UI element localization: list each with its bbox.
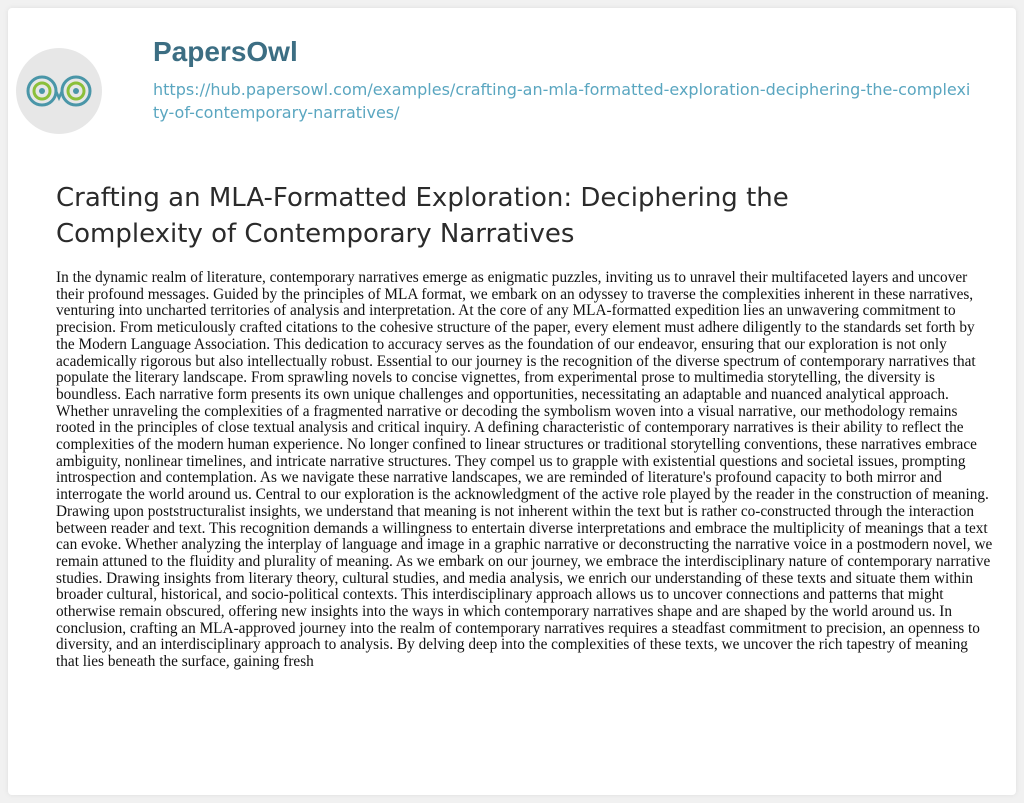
owl-eyes-icon [16,48,102,134]
article-body: In the dynamic realm of literature, contemporary narratives emerge as enigmatic puzzles, inviting us to unravel their multifaceted layers and uncover their profound messages. Guided by the principles of MLA format, we embark on an odyssey to traverse the complexities inherent in these narratives, venturing into uncharted territories of analysis and interpretation. At the core of any MLA-formatted expedition lies an unwavering commitment to precision. From meticulously crafted citations to the cohesive structure of the paper, every element must adhere diligently to the standards set forth by the Modern Language Association. This dedication to accuracy serves as the foundation of our endeavor, ensuring that our exploration is not only academically rigorous but also intellectually robust. Essential to our journey is the recognition of the diverse spectrum of contemporary narratives that populate the literary landscape. From sprawling novels to concise vignettes, from experimental prose to multimedia storytelling, the diversity is boundless. Each narrative form presents its own unique challenges and opportunities, necessitating an adaptable and nuanced analytical approach. Whether unraveling the complexities of a fragmented narrative or decoding the symbolism woven into a visual narrative, our methodology remains rooted in the principles of close textual analysis and critical inquiry. A defining characteristic of contemporary narratives is their ability to reflect the complexities of the modern human experience. No longer confined to linear structures or traditional storytelling conventions, these narratives embrace ambiguity, nonlinear timelines, and intricate narrative structures. They compel us to grapple with existential questions and societal issues, prompting introspection and contemplation. As we navigate these narrative landscapes, we are reminded of literature's profound capacity to both mirror and interrogate the world around us. Central to our exploration is the acknowledgment of the active role played by the reader in the construction of meaning. Drawing upon poststructuralist insights, we understand that meaning is not inherent within the text but is rather co-constructed through the interaction between reader and text. This recognition demands a willingness to entertain diverse interpretations and embrace the multiplicity of meanings that a text can evoke. Whether analyzing the interplay of language and image in a graphic narrative or deconstructing the narrative voice in a postmodern novel, we remain attuned to the fluidity and plurality of meaning. As we embark on our journey, we embrace the interdisciplinary nature of contemporary narrative studies. Drawing insights from literary theory, cultural studies, and media analysis, we enrich our understanding of these texts and situate them within broader cultural, historical, and socio-political contexts. This interdisciplinary approach allows us to uncover connections and patterns that might otherwise remain obscured, offering new insights into the ways in which contemporary narratives shape and are shaped by the world around us. In conclusion, crafting an MLA-approved journey into the realm of contemporary narratives requires a steadfast commitment to precision, an openness to diversity, and an interdisciplinary approach to analysis. By delving deep into the complexities of these texts, we uncover the rich tapestry of meaning that lies beneath the surface, gaining fresh [56,269,993,671]
source-url-link[interactable]: https://hub.papersowl.com/examples/crafting-an-mla-formatted-exploration-deciphering-the-complexity-of-contemporary-narratives/ [153,80,971,122]
document-page [8,8,1016,795]
brand-name: PapersOwl [153,36,298,67]
owl-eyes-graphic [26,71,92,111]
article-title: Crafting an MLA-Formatted Exploration: Deciphering the Complexity of Contemporary Narratives [56,183,789,249]
